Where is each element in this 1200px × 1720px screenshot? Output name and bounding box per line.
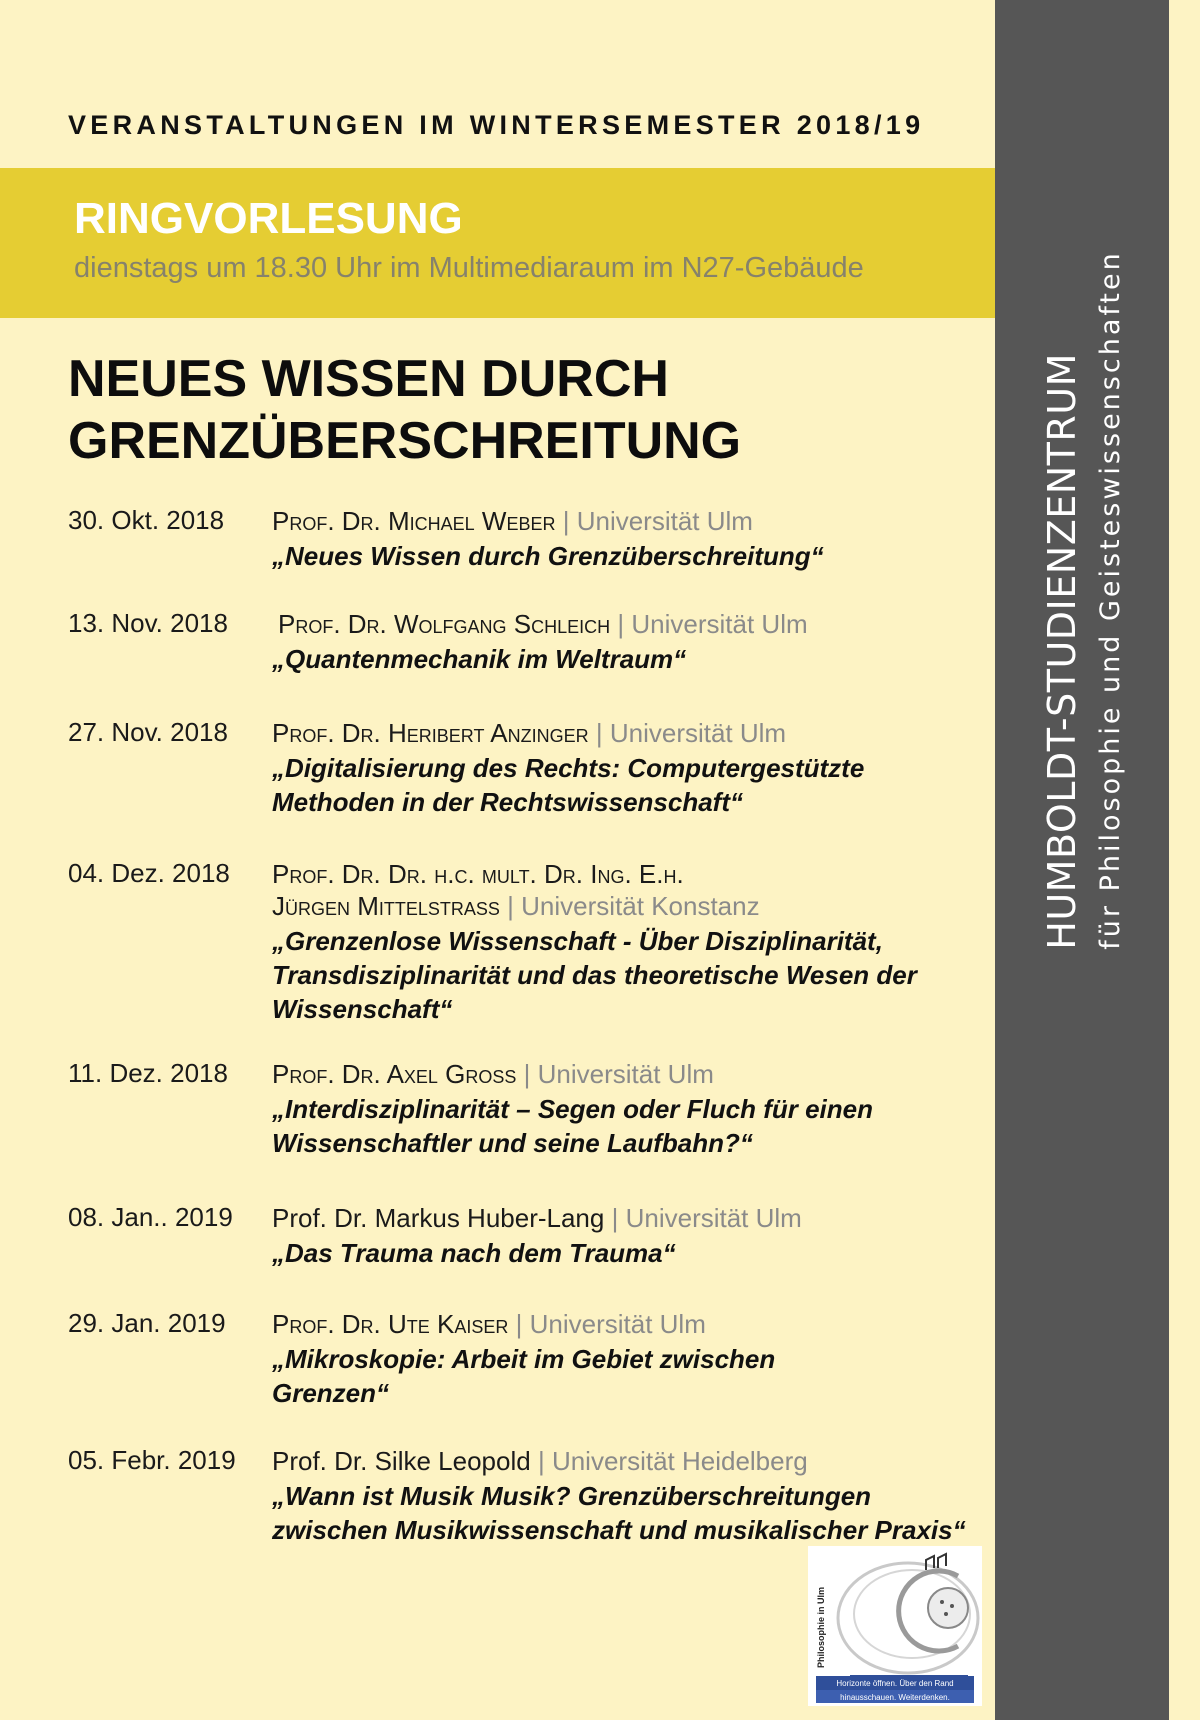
event-speaker: Jürgen Mittelstraß xyxy=(272,891,500,921)
event-affiliation: Universität Ulm xyxy=(609,718,787,748)
event-title: „Quantenmechanik im Weltraum“ xyxy=(272,644,687,674)
logo-tagline-2: hinausschauen. Weiterdenken. xyxy=(840,1693,950,1702)
page-title-line1: NEUES WISSEN DURCH xyxy=(68,350,669,408)
season-heading: VERANSTALTUNGEN IM WINTERSEMESTER 2018/19 xyxy=(68,110,925,140)
banner-subtitle: dienstags um 18.30 Uhr im Multimediaraum im N27-Gebäude xyxy=(74,252,864,284)
event-affiliation: Universität Ulm xyxy=(625,1203,802,1233)
sidebar-title-line2: für Philosophie und Geisteswissenschaften xyxy=(1095,250,1126,950)
separator: | xyxy=(617,609,625,639)
event-title: „Das Trauma nach dem Trauma“ xyxy=(272,1238,676,1268)
separator: | xyxy=(562,506,570,536)
event-affiliation: Universität Ulm xyxy=(537,1059,714,1089)
event-speaker-line xyxy=(272,890,992,922)
event-speaker-line xyxy=(278,608,998,640)
event-affiliation: Universität Ulm xyxy=(576,506,753,536)
separator: | xyxy=(611,1203,619,1233)
event-speaker: Prof. Dr. Michael Weber xyxy=(272,506,556,536)
event-info xyxy=(272,505,992,573)
event-info xyxy=(272,608,998,676)
logo-graphic xyxy=(808,1546,982,1706)
event-date: 13. Nov. 2018 xyxy=(68,608,228,638)
event-speaker: Prof. Dr. Heribert Anzinger xyxy=(272,718,589,748)
event-date: 29. Jan. 2019 xyxy=(68,1308,226,1338)
event-speaker-line xyxy=(272,1058,992,1090)
event-speaker: Prof. Dr. Ute Kaiser xyxy=(272,1309,509,1339)
event-title: „Neues Wissen durch Grenzüberschreitung“ xyxy=(272,541,824,571)
event-affiliation: Universität Heidelberg xyxy=(551,1446,808,1476)
separator: | xyxy=(523,1059,531,1089)
event-info xyxy=(272,1308,992,1410)
event-speaker-line xyxy=(272,1308,992,1340)
separator: | xyxy=(515,1309,523,1339)
logo-text: Philosophie in Ulm xyxy=(816,1586,826,1668)
sidebar-edge xyxy=(1169,0,1200,1720)
event-info xyxy=(272,1202,992,1270)
philosophie-in-ulm-logo-icon xyxy=(808,1546,982,1706)
event-speaker-title: Prof. Dr. Dr. h.c. mult. Dr. Ing. E.h. xyxy=(272,859,684,889)
logo-tagline-1: Horizonte öffnen. Über den Rand xyxy=(836,1679,954,1688)
event-title: „Grenzenlose Wissenschaft - Über Disziplinarität, Transdisziplinarität und das theoretische Wesen der Wissenschaft“ xyxy=(272,926,917,1024)
event-date: 04. Dez. 2018 xyxy=(68,858,230,888)
event-date: 05. Febr. 2019 xyxy=(68,1445,236,1475)
event-title: „Wann ist Musik Musik? Grenzüberschreitungen zwischen Musikwissenschaft und musikalischer Praxis“ xyxy=(272,1481,966,1545)
event-info xyxy=(272,717,992,819)
event-affiliation: Universität Konstanz xyxy=(521,891,760,921)
event-date: 08. Jan.. 2019 xyxy=(68,1202,233,1232)
banner xyxy=(0,168,995,318)
event-info xyxy=(272,1445,992,1547)
event-speaker-line xyxy=(272,505,992,537)
event-speaker-line xyxy=(272,1445,992,1477)
event-date: 30. Okt. 2018 xyxy=(68,505,225,535)
sidebar-title-line1: HUMBOLDT-STUDIENZENTRUM xyxy=(1040,353,1084,950)
event-speaker: Prof. Dr. Markus Huber-Lang xyxy=(272,1203,605,1233)
separator: | xyxy=(595,718,603,748)
event-speaker: Prof. Dr. Wolfgang Schleich xyxy=(278,609,611,639)
sidebar-title xyxy=(1033,250,1131,949)
separator: | xyxy=(507,891,514,921)
event-affiliation: Universität Ulm xyxy=(631,609,808,639)
event-info xyxy=(272,1058,992,1160)
event-title: „Interdisziplinarität – Segen oder Fluch für einen Wissenschaftler und seine Laufbahn?“ xyxy=(272,1094,873,1158)
event-title: „Mikroskopie: Arbeit im Gebiet zwischen Grenzen“ xyxy=(272,1344,776,1408)
banner-title: RINGVORLESUNG xyxy=(74,194,463,243)
event-speaker: Prof. Dr. Axel Groß xyxy=(272,1059,517,1089)
separator: | xyxy=(537,1446,545,1476)
event-date: 27. Nov. 2018 xyxy=(68,717,228,747)
event-date: 11. Dez. 2018 xyxy=(68,1058,228,1088)
event-info xyxy=(272,858,992,1026)
event-speaker-line xyxy=(272,1202,992,1234)
event-title: „Digitalisierung des Rechts: Computergestützte Methoden in der Rechtswissenschaft“ xyxy=(272,753,865,817)
event-speaker-line xyxy=(272,717,992,749)
event-affiliation: Universität Ulm xyxy=(529,1309,706,1339)
page-title xyxy=(68,348,741,472)
event-speaker: Prof. Dr. Silke Leopold xyxy=(272,1446,531,1476)
page-title-line2: GRENZÜBERSCHREITUNG xyxy=(68,412,742,470)
